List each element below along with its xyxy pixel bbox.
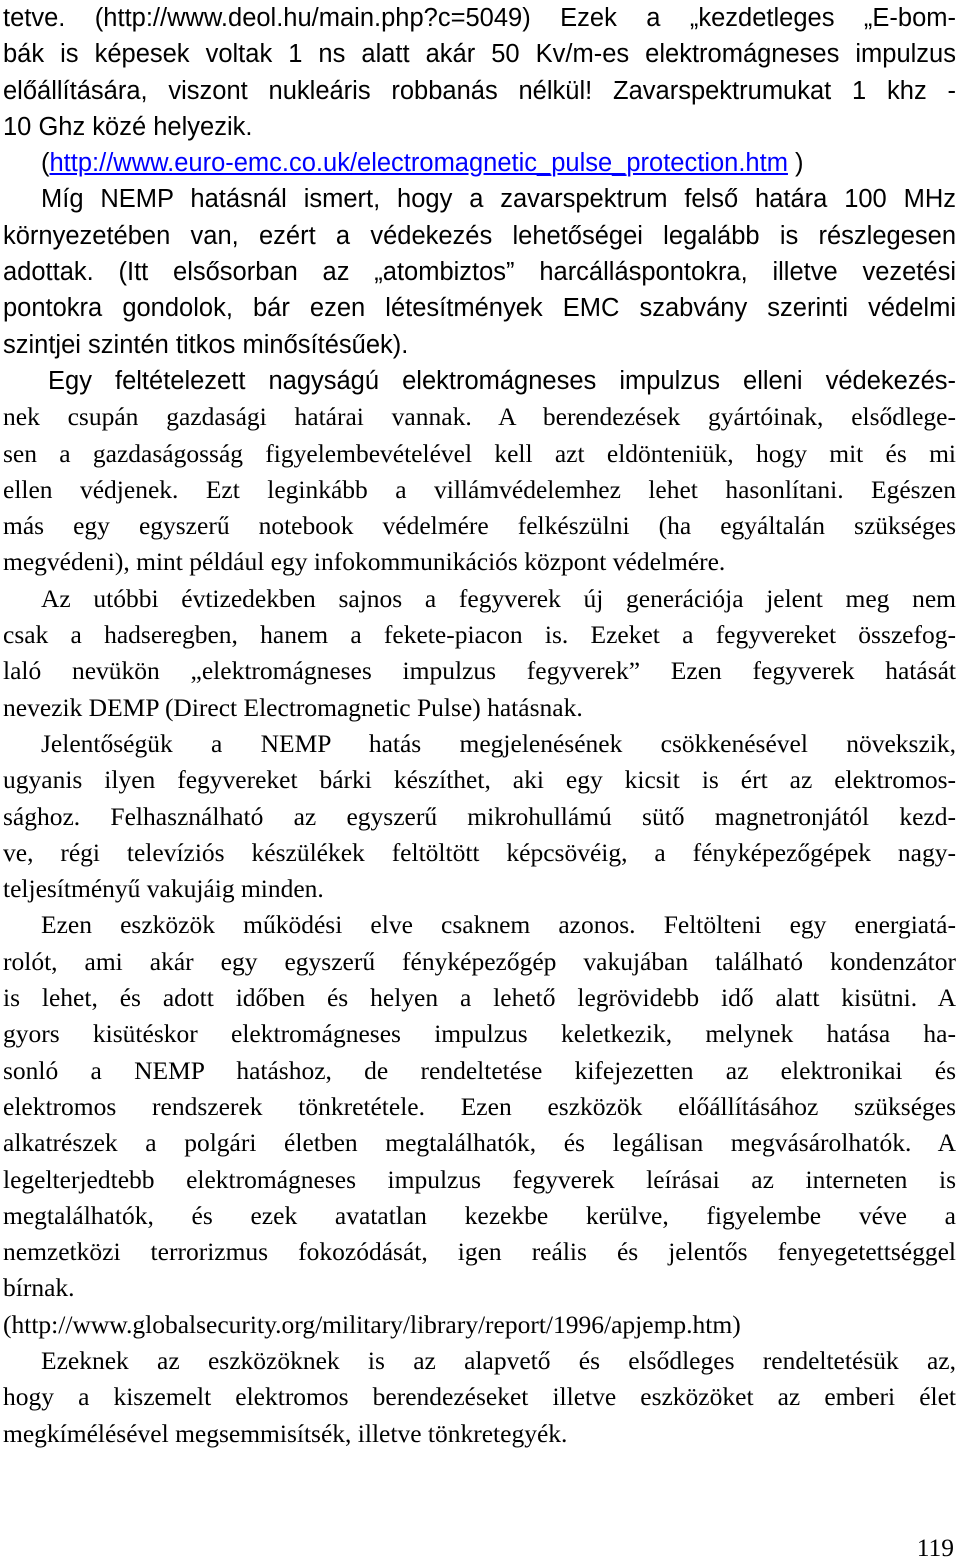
text-line: rolót, ami akár egy egyszerű fényképezőgép vakujában található kondenzátor	[3, 946, 956, 976]
text-line: sen a gazdaságosság figyelembevételével kell azt eldönteniük, hogy mit és mi	[3, 438, 956, 468]
text-line: legelterjedtebb elektromágneses impulzus fegyverek leírásai az interneten is	[3, 1164, 956, 1194]
euro-emc-link[interactable]: http://www.euro-emc.co.uk/electromagnetic_pulse_protection.htm	[49, 149, 788, 178]
text-line: ve, régi televíziós készülékek feltöltött képcsövéig, a fényképezőgépek nagy-	[3, 837, 956, 867]
text-line: más egy egyszerű notebook védelmére felkészülni (ha egyáltalán szükséges	[3, 511, 956, 541]
url-line	[3, 145, 956, 181]
text-line: szintjei szintén titkos minősítésűek).	[3, 330, 409, 359]
text-line: adottak. (Itt elsősorban az „atombiztos” harcálláspontokra, illetve vezetési	[3, 258, 956, 287]
text-line: Jelentőségük a NEMP hatás megjelenésének csökkenésével növekszik,	[41, 728, 956, 758]
text-line: pontokra gondolok, bár ezen létesítmények EMC szabvány szerinti védelmi	[3, 294, 956, 323]
text-line: teljesítményű vakujáig minden.	[3, 874, 324, 904]
text-line: 10 Ghz közé helyezik.	[3, 112, 253, 141]
text-line: Ezeknek az eszközöknek is az alapvető és elsődleges rendeltetésük az,	[41, 1345, 956, 1375]
text-line: ugyanis ilyen fegyvereket bárki készíthet, aki egy kicsit is ért az elektromos-	[3, 765, 956, 795]
text-line: megkímélésével megsemmisítsék, illetve tönkretegyék.	[3, 1418, 568, 1448]
text-line: nemzetközi terrorizmus fokozódását, igen reális és jelentős fenyegetettséggel	[3, 1237, 956, 1267]
text-line: csak a hadseregben, hanem a fekete-piacon is. Ezeket a fegyvereket összefog-	[3, 620, 956, 650]
text-line: környezetében van, ezért a védekezés lehetőségei legalább is részlegesen	[3, 221, 956, 250]
text-line: tetve. (http://www.deol.hu/main.php?c=5049) Ezek a „kezdetleges „E-bom-	[3, 4, 956, 32]
text-line: Egy feltételezett nagyságú elektromágneses impulzus elleni védekezés-	[48, 366, 956, 395]
text-line: előállítására, viszont nukleáris robbanás nélkül! Zavarspektrumukat 1 khz -	[3, 76, 956, 105]
document-body	[3, 0, 956, 1452]
text-line: Ezen eszközök működési elve csaknem azonos. Feltölteni egy energiatá-	[41, 910, 956, 940]
text-line: nevezik DEMP (Direct Electromagnetic Pulse) hatásnak.	[3, 692, 583, 722]
url-citation: (http://www.globalsecurity.org/military/library/report/1996/apjemp.htm)	[3, 1309, 741, 1339]
text-line: bírnak.	[3, 1273, 75, 1303]
page-number: 119	[916, 1533, 954, 1562]
text-line: sonló a NEMP hatáshoz, de rendeltetése kifejezetten az elektronikai és	[3, 1055, 956, 1085]
text-line: is lehet, és adott időben és helyen a lehető legrövidebb idő alatt kisütni. A	[3, 983, 956, 1013]
text-line: nek csupán gazdasági határai vannak. A berendezések gyártóinak, elsődlege-	[3, 402, 956, 432]
text-line: Míg NEMP hatásnál ismert, hogy a zavarspektrum felső határa 100 MHz	[41, 185, 956, 214]
text-line: Az utóbbi évtizedekben sajnos a fegyverek új generációja jelent meg nem	[41, 583, 956, 613]
text-line: ellen védjenek. Ezt leginkább a villámvédelemhez lehet hasonlítani. Egészen	[3, 474, 956, 504]
text-line: elektromos rendszerek tönkretétele. Ezen eszközök előállításához szükséges	[3, 1091, 956, 1121]
text-line: bák is képesek voltak 1 ns alatt akár 50 Kv/m-es elektromágneses impulzus	[3, 40, 956, 69]
text-line: sághoz. Felhasználható az egyszerű mikrohullámú sütő magnetronjától kezd-	[3, 801, 956, 831]
paren-open: (	[41, 149, 50, 178]
text-line: hogy a kiszemelt elektromos berendezéseket illetve eszközöket az emberi élet	[3, 1382, 956, 1412]
text-line: alkatrészek a polgári életben megtalálhatók, és legálisan megvásárolhatók. A	[3, 1128, 956, 1158]
text-line: laló nevükön „elektromágneses impulzus fegyverek” Ezen fegyverek hatását	[3, 656, 956, 686]
text-line: megtalálhatók, és ezek avatatlan kezekbe kerülve, figyelembe véve a	[3, 1200, 956, 1230]
text-line: gyors kisütéskor elektromágneses impulzus keletkezik, melynek hatása ha-	[3, 1019, 956, 1049]
text-line: megvédeni), mint például egy infokommunikációs központ védelmére.	[3, 547, 726, 577]
paren-close: )	[787, 149, 804, 178]
